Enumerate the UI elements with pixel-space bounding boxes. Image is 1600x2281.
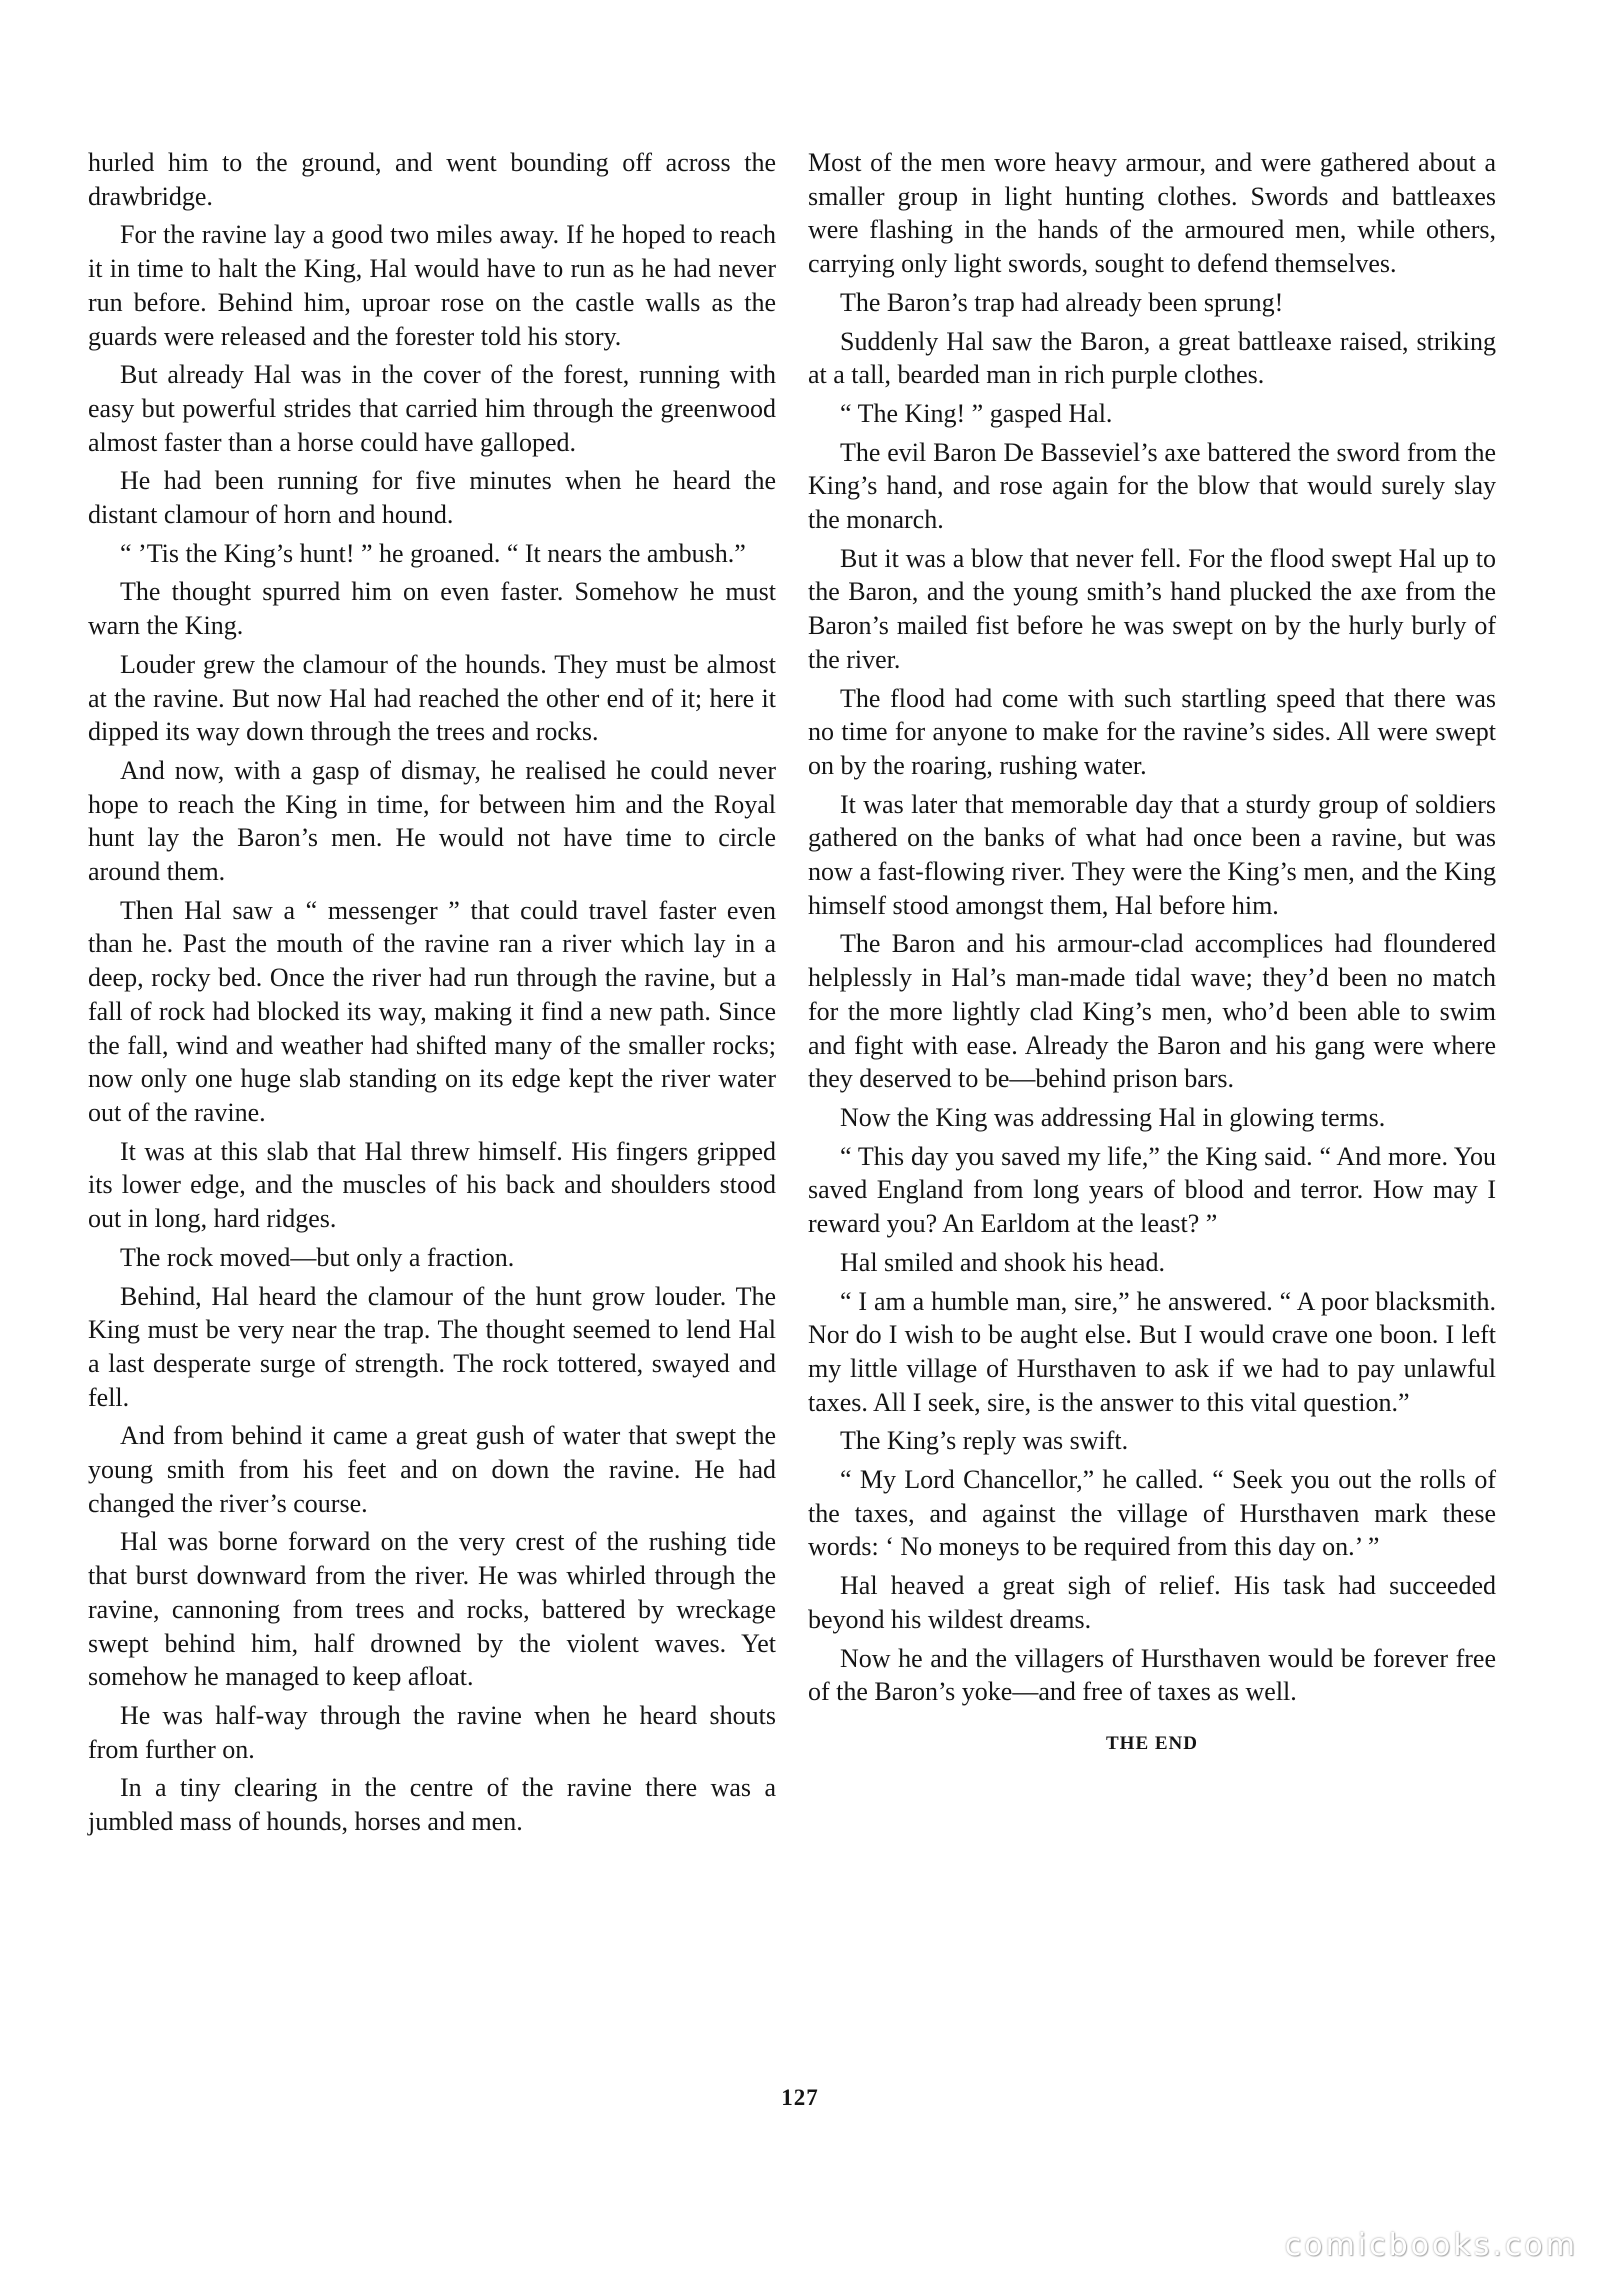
- paragraph: The Baron’s trap had already been sprung!: [840, 287, 1284, 317]
- paragraph: “ This day you saved my life,” the King said. “ And more. You saved England from long years of blood and terror. How may I reward you? An Earldom at the least? ”: [808, 1141, 1496, 1239]
- paragraph: “ My Lord Chancellor,” he called. “ Seek you out the rolls of the taxes, and against the village of Hursthaven mark these words: ‘ No moneys to be required from this day on.’ ”: [808, 1465, 1496, 1562]
- the-end-label: THE END: [1106, 1732, 1198, 1754]
- paragraph: Behind, Hal heard the clamour of the hunt grow louder. The King must be very near the trap. The thought seemed to lend Hal a last desperate surge of strength. The rock tottered, swayed and fell.: [88, 1281, 776, 1412]
- paragraph: The thought spurred him on even faster. Somehow he must warn the King.: [88, 577, 776, 641]
- paragraph: He was half-way through the ravine when he heard shouts from further on.: [88, 1700, 776, 1764]
- paragraph: The Baron and his armour-clad accomplices had floundered helplessly in Hal’s man-made tidal wave; they’d been no match for the more lightly clad King’s men, who’d been able to swim and fight with ease. Already the Baron and his gang were where they deserved to be—behind prison bars.: [808, 929, 1496, 1094]
- left-text-column: [88, 146, 776, 1844]
- paragraph: And from behind it came a great gush of water that swept the young smith from his feet and on down the ravine. He had changed the river’s course.: [88, 1421, 776, 1518]
- paragraph: “ ’Tis the King’s hunt! ” he groaned. “ It nears the ambush.”: [120, 538, 746, 568]
- paragraph: The flood had come with such startling speed that there was no time for anyone to make for the ravine’s sides. All were swept on by the roaring, rushing water.: [808, 683, 1496, 780]
- paragraph: In a tiny clearing in the centre of the ravine there was a jumbled mass of hounds, horses and men.: [88, 1773, 776, 1837]
- paragraph: “ The King! ” gasped Hal.: [840, 398, 1113, 428]
- paragraph: Now the King was addressing Hal in glowing terms.: [840, 1102, 1386, 1132]
- paragraph: For the ravine lay a good two miles away. If he hoped to reach it in time to halt the King, Hal would have to run as he had never run before. Behind him, uproar rose on the castle walls as the guards were released and the forester told his story.: [88, 220, 776, 351]
- paragraph: Louder grew the clamour of the hounds. They must be almost at the ravine. But now Hal had reached the other end of it; here it dipped its way down through the trees and rocks.: [88, 649, 776, 747]
- paragraph: Hal heaved a great sigh of relief. His task had succeeded beyond his wildest dreams.: [808, 1571, 1496, 1634]
- paragraph: Then Hal saw a “ messenger ” that could travel faster even than he. Past the mouth of the ravine ran a river which lay in a deep, rocky bed. Once the river had run through the ravine, but a fall of rock had blocked its way, making it find a new path. Since the fall, wind and weather had shifted many of the smaller rocks; now only one huge slab standing on its edge kept the river water out of the ravine.: [88, 895, 776, 1127]
- paragraph: Now he and the villagers of Hursthaven would be forever free of the Baron’s yoke—and free of taxes as well.: [808, 1643, 1496, 1707]
- paragraph: Most of the men wore heavy armour, and were gathered about a smaller group in light hunting clothes. Swords and battleaxes were flashing in the hands of the armoured men, while others, carrying only light swords, sought to defend themselves.: [808, 148, 1496, 279]
- paragraph: hurled him to the ground, and went bounding off across the drawbridge.: [88, 148, 776, 211]
- right-text-column: [808, 146, 1496, 1766]
- paragraph: But already Hal was in the cover of the forest, running with easy but powerful strides that carried him through the greenwood almost faster than a horse could have galloped.: [88, 360, 776, 457]
- paragraph: Suddenly Hal saw the Baron, a great battleaxe raised, striking at a tall, bearded man in rich purple clothes.: [808, 326, 1496, 390]
- watermark: comicbooks.com: [1284, 2228, 1578, 2263]
- paragraph: The evil Baron De Basseviel’s axe battered the sword from the King’s hand, and rose again for the blow that would surely slay the monarch.: [808, 437, 1496, 535]
- paragraph: It was later that memorable day that a sturdy group of soldiers gathered on the banks of what had once been a ravine, but was now a fast-flowing river. They were the King’s men, and the King himself stood amongst them, Hal before him.: [808, 789, 1496, 920]
- paragraph: Hal smiled and shook his head.: [840, 1247, 1165, 1277]
- paragraph: And now, with a gasp of dismay, he realised he could never hope to reach the King in time, for between him and the Royal hunt lay the Baron’s men. He would not have time to circle around them.: [88, 755, 776, 887]
- paragraph: Hal was borne forward on the very crest of the rushing tide that burst downward from the river. He was whirled through the ravine, cannoning from trees and rocks, battered by wreckage swept behind him, half drowned by the violent waves. Yet somehow he managed to keep afloat.: [88, 1527, 776, 1692]
- paragraph: The King’s reply was swift.: [840, 1426, 1129, 1456]
- paragraph: But it was a blow that never fell. For the flood swept Hal up to the Baron, and the young smith’s hand plucked the axe from the Baron’s mailed fist before he was swept on by the hurly burly of the river.: [808, 543, 1496, 674]
- paragraph: The rock moved—but only a fraction.: [120, 1242, 515, 1272]
- page-number: 127: [781, 2085, 819, 2110]
- paragraph: He had been running for five minutes when he heard the distant clamour of horn and hound.: [88, 466, 776, 530]
- paragraph: It was at this slab that Hal threw himself. His fingers gripped its lower edge, and the muscles of his back and shoulders stood out in long, hard ridges.: [88, 1136, 776, 1234]
- paragraph: “ I am a humble man, sire,” he answered. “ A poor blacksmith. Nor do I wish to be aught else. But I would crave one boon. I left my little village of Hursthaven to ask if we had to pay unlawful taxes. All I seek, sire, is the answer to this vital question.”: [808, 1286, 1496, 1417]
